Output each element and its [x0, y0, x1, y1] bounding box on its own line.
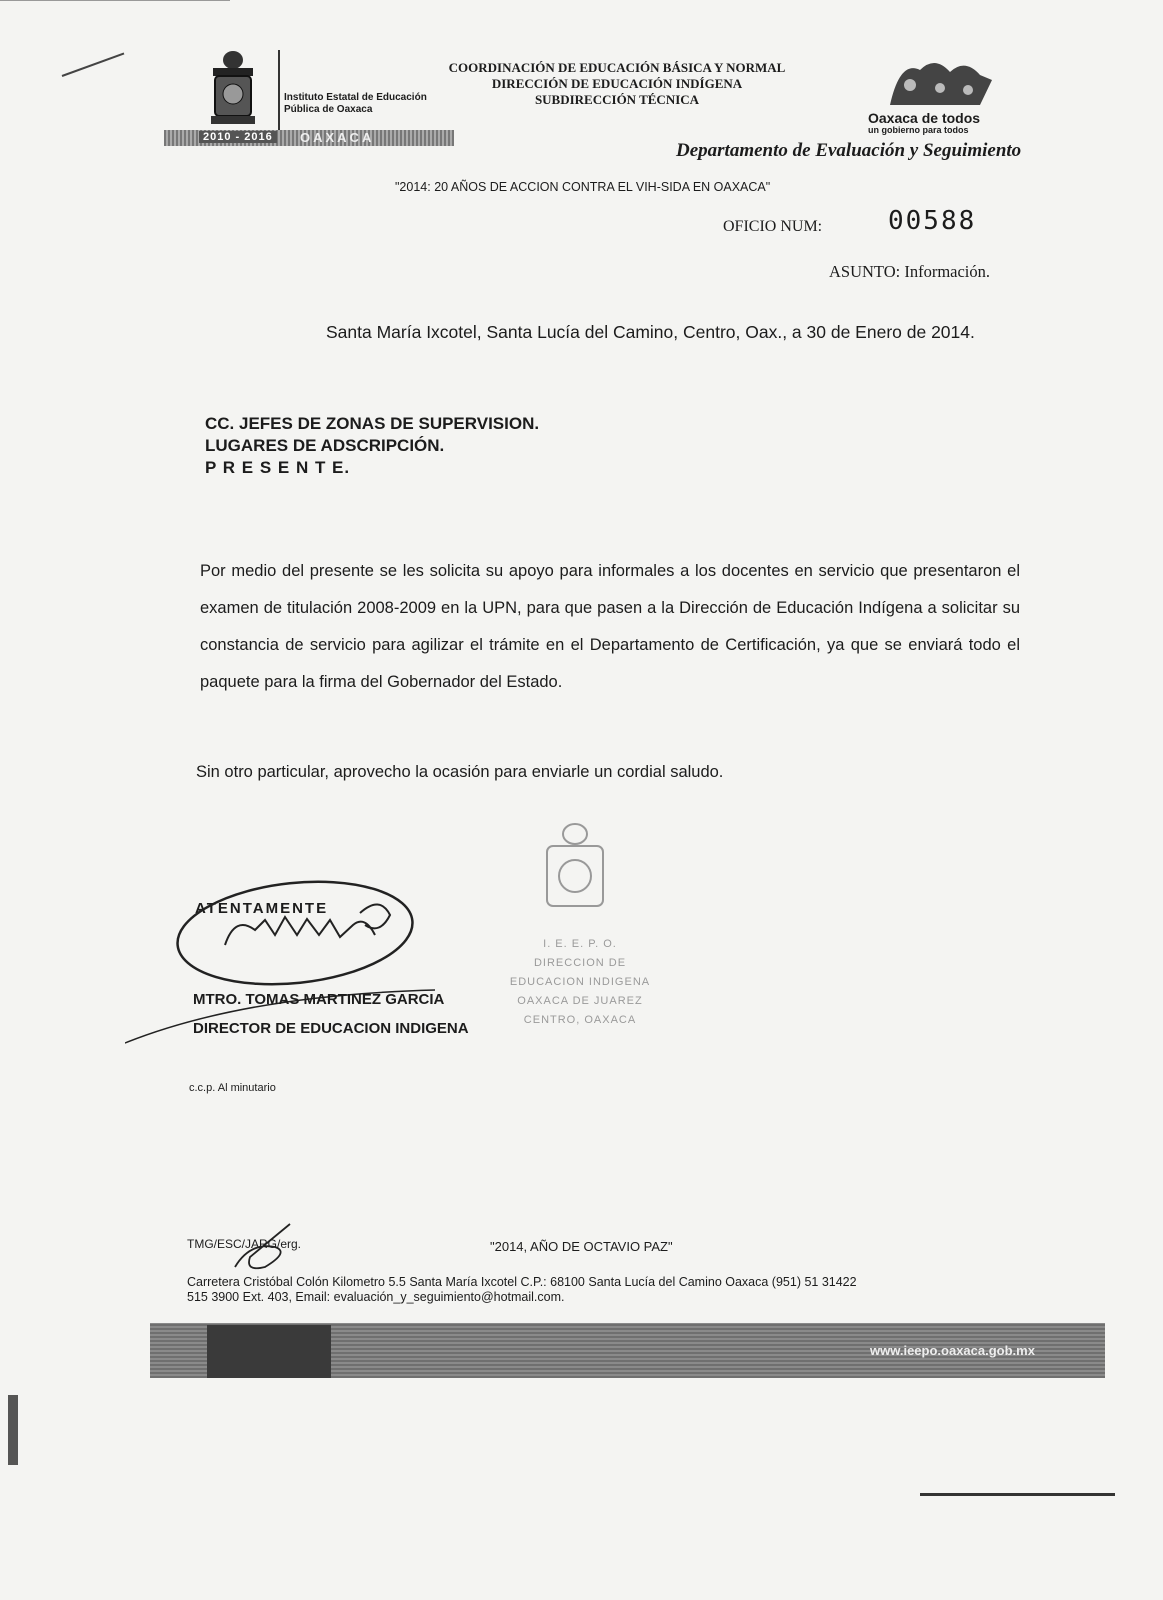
subdirection-title: SUBDIRECCIÓN TÉCNICA	[534, 92, 700, 107]
department-name: Departamento de Evaluación y Seguimiento	[676, 140, 1022, 161]
institute-line-2: Pública de Oaxaca	[284, 104, 373, 115]
header-titles	[447, 60, 787, 108]
ccp-note: c.c.p. Al minutario	[189, 1082, 276, 1094]
state-band-text: OAXACA	[300, 130, 375, 145]
reference-initials: TMG/ESC/JARG/erg.	[187, 1237, 302, 1251]
institute-line-1: Instituto Estatal de Educación	[284, 92, 427, 103]
footer-dark-block	[207, 1325, 331, 1378]
seal-stamp-icon	[535, 820, 615, 920]
institute-name	[284, 92, 427, 116]
coat-of-arms-icon	[205, 48, 261, 128]
scan-edge-mark	[8, 1395, 18, 1465]
pen-stroke	[62, 52, 125, 76]
scan-edge-line	[0, 0, 230, 1]
place-date: Santa María Ixcotel, Santa Lucía del Camino, Centro, Oax., a 30 de Enero de 2014.	[326, 322, 975, 342]
stamp-line-5: CENTRO, OAXACA	[523, 1014, 637, 1026]
website: www.ieepo.oaxaca.gob.mx	[870, 1343, 1035, 1358]
stamp-line-2: DIRECCION DE	[533, 957, 627, 969]
oaxaca-logo-title: Oaxaca de todos	[868, 110, 981, 126]
coordination-title: COORDINACIÓN DE EDUCACIÓN BÁSICA Y NORMAL	[448, 60, 786, 75]
footer-address	[187, 1275, 987, 1305]
footer-address-line-1: Carretera Cristóbal Colón Kilometro 5.5 Santa María Ixcotel C.P.: 68100 Santa Lucía del Camino Oaxaca (951) 51 31422	[187, 1275, 857, 1289]
footer-address-line-2: 515 3900 Ext. 403, Email: evaluación_y_seguimiento@hotmail.com.	[187, 1290, 565, 1304]
scan-bottom-line	[920, 1493, 1115, 1496]
oaxaca-logo-icon	[880, 50, 1000, 110]
year-motto: "2014, AÑO DE OCTAVIO PAZ"	[490, 1239, 673, 1254]
stamp-line-1: I. E. E. P. O.	[543, 938, 617, 950]
seal-stamp-text	[500, 935, 660, 1030]
signer-block	[193, 985, 469, 1043]
signer-title: DIRECTOR DE EDUCACION INDIGENA	[193, 1020, 469, 1037]
addressee-line-1: CC. JEFES DE ZONAS DE SUPERVISION.	[205, 414, 540, 433]
stamp-line-4: OAXACA DE JUAREZ	[517, 995, 643, 1007]
oficio-label: OFICIO NUM:	[723, 218, 823, 235]
atentamente: ATENTAMENTE	[195, 900, 329, 917]
direction-title: DIRECCIÓN DE EDUCACIÓN INDÍGENA	[491, 76, 743, 91]
signer-name: MTRO. TOMAS MARTINEZ GARCIA	[193, 991, 445, 1008]
initials-scribble-icon	[230, 1222, 300, 1277]
motto: "2014: 20 AÑOS DE ACCION CONTRA EL VIH-SIDA EN OAXACA"	[395, 180, 771, 194]
addressee	[205, 413, 539, 479]
addressee-line-2: LUGARES DE ADSCRIPCIÓN.	[205, 436, 445, 455]
stamp-line-3: EDUCACION INDIGENA	[509, 976, 651, 988]
asunto: ASUNTO: Información.	[829, 262, 991, 281]
header-divider	[278, 50, 280, 130]
addressee-line-3: P R E S E N T E.	[205, 458, 351, 477]
closing-paragraph: Sin otro particular, aprovecho la ocasión para enviarle un cordial saludo.	[196, 763, 724, 781]
oaxaca-logo-text	[868, 112, 980, 136]
oaxaca-logo-subtitle: un gobierno para todos	[868, 125, 969, 135]
years-badge: 2010 - 2016	[199, 131, 277, 143]
oficio-number: 00588	[888, 206, 977, 236]
body-paragraph: Por medio del presente se les solicita su apoyo para informales a los docentes en servicio que presentaron el examen de titulación 2008-2009 en la UPN, para que pasen a la Dirección de Educación Indígena a solicitar su constancia de servicio para agilizar el trámite en el Departamento de Certificación, ya que se enviará todo el paquete para la firma del Gobernador del Estado.	[200, 562, 1020, 691]
